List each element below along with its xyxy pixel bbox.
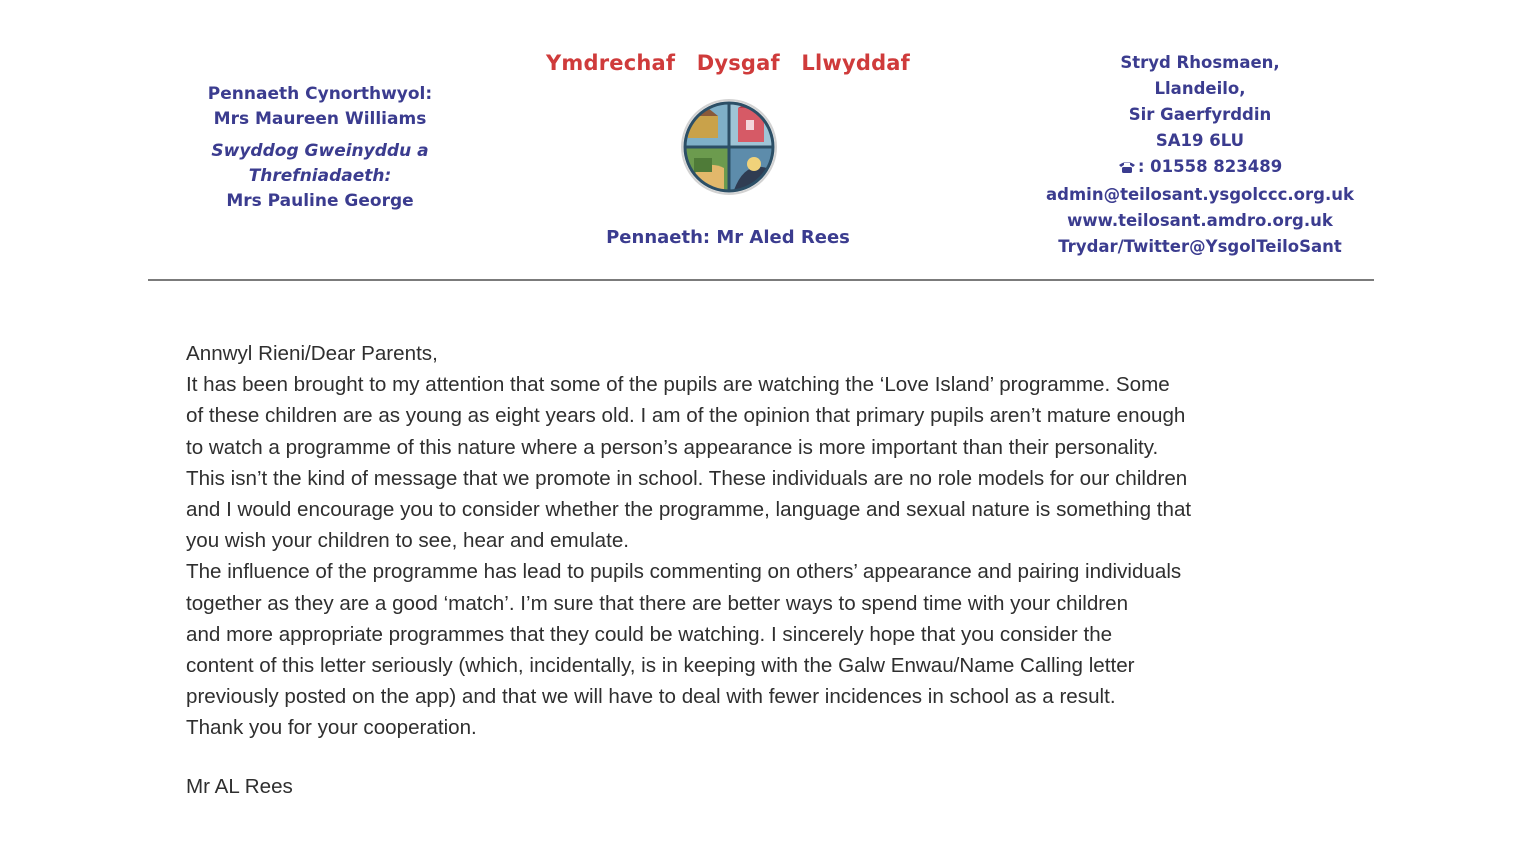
header-divider	[148, 279, 1374, 281]
letter-line: you wish your children to see, hear and emulate.	[186, 529, 630, 553]
deputy-head-name: Mrs Maureen Williams	[213, 109, 427, 129]
letter-body	[186, 338, 1366, 744]
admin-officer-name: Mrs Pauline George	[226, 191, 414, 211]
letter-line: and I would encourage you to consider whether the programme, language and sexual nature is something that	[186, 498, 1192, 522]
head-teacher-name: Pennaeth: Mr Aled Rees	[606, 227, 850, 248]
staff-contacts	[146, 82, 494, 214]
letter-line: It has been brought to my attention that some of the pupils are watching the ‘Love Island’ programme. Some	[186, 373, 1170, 397]
letter-line: of these children are as young as eight years old. I am of the opinion that primary pupils aren’t mature enough	[186, 404, 1186, 428]
letter-line: content of this letter seriously (which, incidentally, is in keeping with the Galw Enwau/Name Calling letter	[186, 654, 1135, 678]
address-town: Llandeilo,	[1154, 79, 1246, 98]
letter-line: to watch a programme of this nature where a person’s appearance is more important than their personality.	[186, 435, 1159, 459]
email-link[interactable]: admin@teilosant.ysgolccc.org.uk	[1046, 185, 1354, 204]
letter-line: Thank you for your cooperation.	[186, 716, 477, 740]
phone-number: : 01558 823489	[1137, 157, 1283, 176]
address-postcode: SA19 6LU	[1155, 131, 1245, 150]
letter-line: The influence of the programme has lead to pupils commenting on others’ appearance and pairing individuals	[186, 560, 1182, 584]
address-county: Sir Gaerfyrddin	[1128, 105, 1272, 124]
twitter-handle[interactable]: Trydar/Twitter@YsgolTeiloSant	[1058, 237, 1342, 256]
telephone-icon	[1118, 160, 1136, 174]
school-address	[1030, 50, 1370, 260]
school-motto: Ymdrechaf Dysgaf Llwyddaf	[545, 51, 911, 75]
signature: Mr AL Rees	[186, 775, 293, 798]
letter-line: This isn’t the kind of message that we promote in school. These individuals are no role models for our children	[186, 466, 1188, 490]
letter-line: previously posted on the app) and that we will have to deal with fewer incidences in school as a result.	[186, 685, 1116, 709]
phone-row	[1030, 154, 1370, 182]
website-link[interactable]: www.teilosant.amdro.org.uk	[1067, 211, 1333, 230]
address-street: Stryd Rhosmaen,	[1120, 53, 1280, 72]
deputy-head-title: Pennaeth Cynorthwyol:	[207, 84, 433, 104]
school-crest-icon	[680, 98, 778, 196]
letter-line: and more appropriate programmes that they could be watching. I sincerely hope that you consider the	[186, 622, 1113, 646]
letter-line: together as they are a good ‘match’. I’m sure that there are better ways to spend time with your children	[186, 591, 1129, 615]
letter-line: Annwyl Rieni/Dear Parents,	[186, 342, 438, 365]
admin-officer-title: Swyddog Gweinyddu a Threfniadaeth:	[211, 141, 429, 186]
